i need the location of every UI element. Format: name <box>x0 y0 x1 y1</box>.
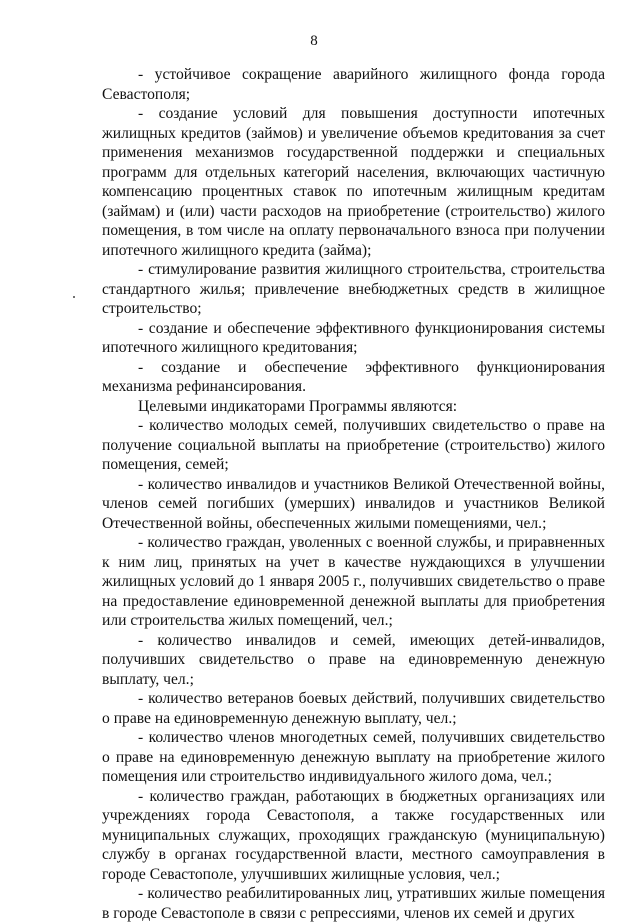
paragraph-goal-housing-construction: - стимулирование развития жилищного строительства, строительства стандартного жилья; привлечение внебюджетных средств в жилищное строительство; <box>102 261 605 317</box>
paragraph-indicator-rehabilitated: - количество реабилитированных лиц, утративших жилые помещения в городе Севастополе в связи с репрессиями, членов их семей и других <box>102 885 605 922</box>
paragraph-goal-refinancing: - создание и обеспечение эффективного функционирования механизма рефинансирования. <box>102 358 605 395</box>
paragraph-indicator-public-employees: - количество граждан, работающих в бюджетных организациях или учреждениях города Севастополя, а также государственных или муниципальных служащих, проходящих гражданскую (муниципальную) службу в органах государственной власти, местного самоуправления в городе Севастополе, улучшивших жилищные условия, чел.; <box>102 787 605 883</box>
paragraph-goal-emergency-housing: - устойчивое сокращение аварийного жилищного фонда города Севастополя; <box>102 66 605 103</box>
paragraph-indicator-war-veterans: - количество инвалидов и участников Великой Отечественной войны, членов семей погибших (умерших) инвалидов и участников Великой Отечественной войны, обеспеченных жилыми помещениями, чел.; <box>102 475 605 532</box>
paragraph-indicator-military-discharged: - количество граждан, уволенных с военной службы, и приравненных к ним лиц, принятых на учет в качестве нуждающихся в улучшении жилищных условий до 1 января 2005 г., получивших свидетельство о праве на предоставление единовременной денежной выплаты для приобретения или строительства жилых помещений, чел.; <box>102 534 605 629</box>
paragraph-indicator-disabled: - количество инвалидов и семей, имеющих детей-инвалидов, получивших свидетельство о праве на единовременную денежную выплату, чел.; <box>102 631 605 688</box>
paragraph-goal-mortgage-access: - создание условий для повышения доступности ипотечных жилищных кредитов (займов) и увеличение объемов кредитования за счет применения механизмов государственной поддержки и специальных программ для отдельных категорий населения, включающих частичную компенсацию процентных ставок по ипотечным жилищным кредитам (займам) и (или) части расходов на приобретение (строительство) жилого помещения, в том числе на оплату первоначального взноса при получении ипотечного жилищного кредита (займа); <box>102 105 605 259</box>
body-text <box>102 65 605 923</box>
scan-speck <box>73 296 75 298</box>
paragraph-indicator-large-families: - количество членов многодетных семей, получивших свидетельство о праве на единовременную денежную выплату на приобретение жилого помещения или строительство индивидуального жилого дома, чел.; <box>102 729 605 785</box>
paragraph-indicators-heading: Целевыми индикаторами Программы являются: <box>138 397 458 415</box>
paragraph-goal-mortgage-system: - создание и обеспечение эффективного функционирования системы ипотечного жилищного кредитования; <box>102 319 605 356</box>
page-number: 8 <box>310 33 318 49</box>
paragraph-indicator-combat-veterans: - количество ветеранов боевых действий, получивших свидетельство о праве на единовременную денежную выплату, чел.; <box>102 690 605 727</box>
paragraph-indicator-young-families: - количество молодых семей, получивших свидетельство о праве на получение социальной выплаты на приобретение (строительство) жилого помещения, семей; <box>102 417 605 473</box>
